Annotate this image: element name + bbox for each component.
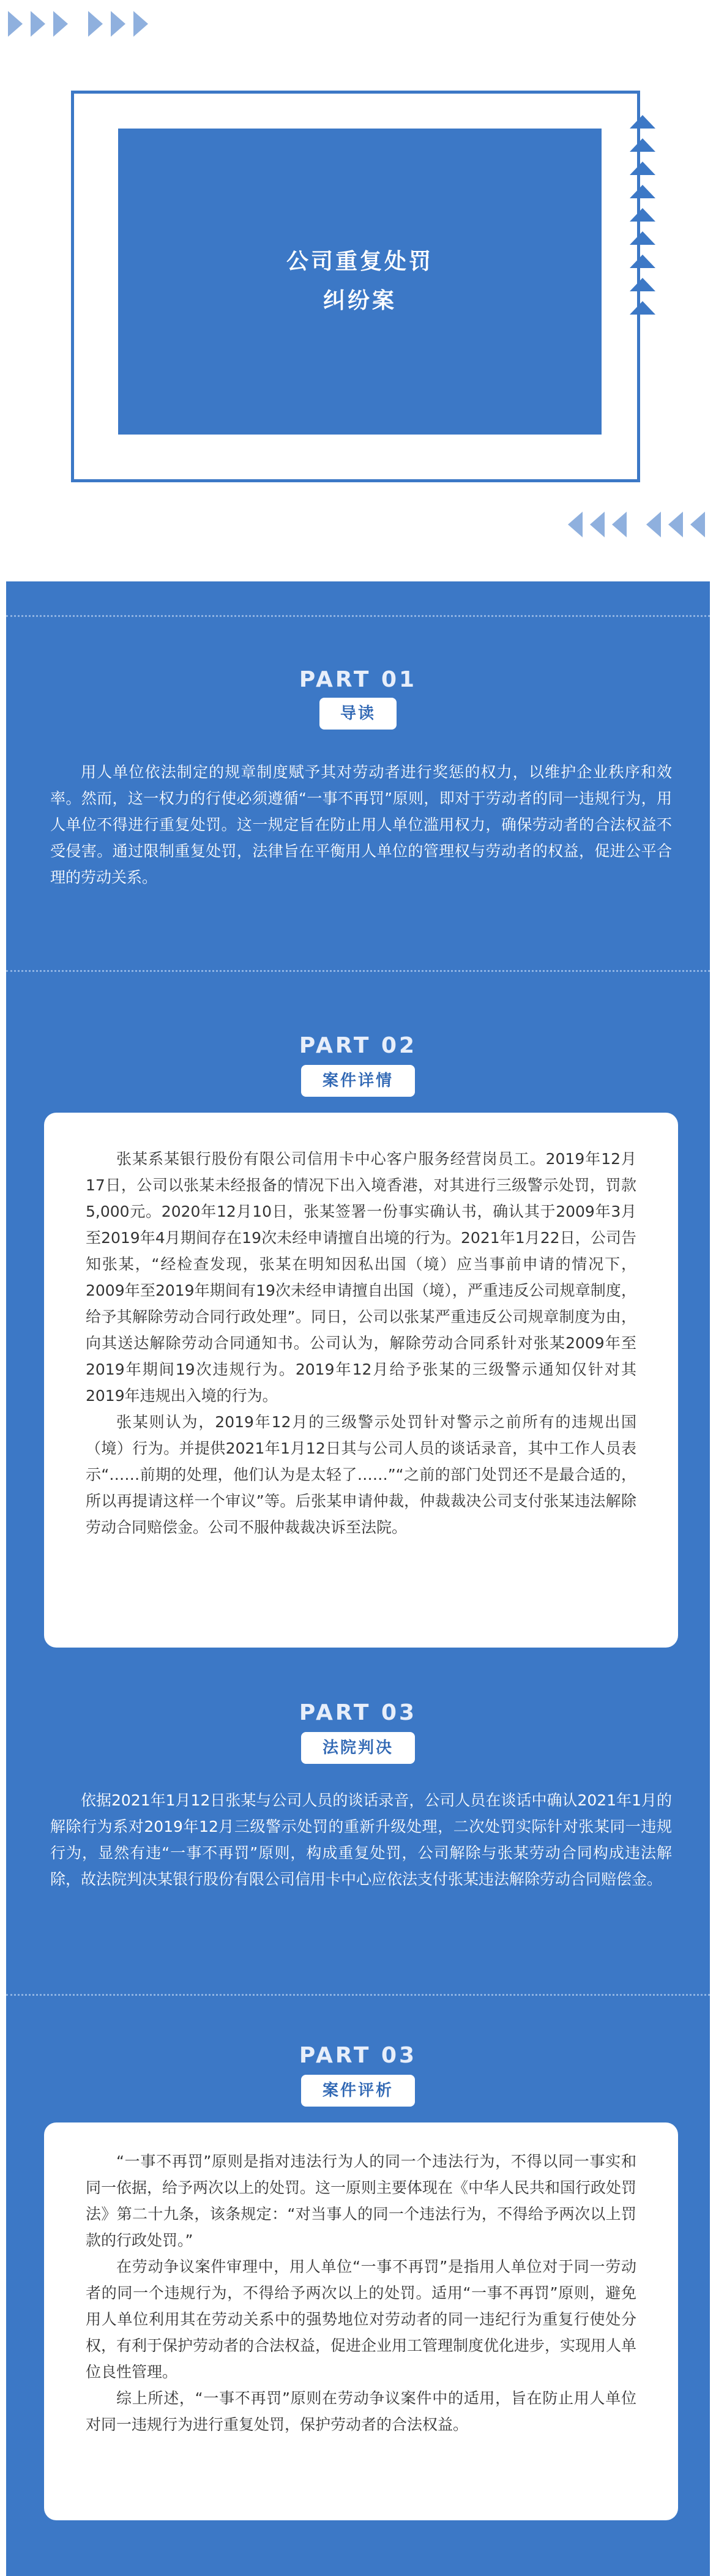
page-title-line2: 纠纷案 xyxy=(323,288,397,313)
arrow-up-icon xyxy=(630,185,655,198)
title-block xyxy=(118,129,602,435)
arrow-up-icon xyxy=(630,231,655,245)
section-intro-text xyxy=(50,759,672,890)
court-judgment-text xyxy=(50,1787,672,1892)
case-details-card xyxy=(44,1113,678,1648)
arrow-up-icon xyxy=(630,138,655,152)
arrow-right-icon xyxy=(8,11,23,37)
page-title-line1: 公司重复处罚 xyxy=(286,249,433,274)
arrow-left-icon xyxy=(668,512,683,537)
case-analysis-text xyxy=(86,2148,636,2438)
section-label: 案件评析 xyxy=(301,2075,415,2107)
arrow-up-icon xyxy=(630,162,655,175)
arrow-right-icon xyxy=(88,11,103,37)
paragraph: 张某则认为，2019年12月的三级警示处罚针对警示之前所有的违规出国（境）行为。并提供2021年1月12日其与公司人员的谈话录音，其中工作人员表示“……前期的处理，他们认为是太轻了……”“之前的部门处罚还不是最合适的，所以再提请这样一个审议”等。后张某申请仲裁，仲裁裁决公司支付张某违法解除劳动合同赔偿金。公司不服仲裁裁决诉至法院。 xyxy=(86,1413,636,1536)
section-divider xyxy=(6,1994,710,1996)
paragraph: 依据2021年1月12日张某与公司人员的谈话录音，公司人员在谈话中确认2021年1月的解除行为系对2019年12月三级警示处罚的重新升级处理，二次处罚实际针对张某同一违规行为，显然有违“一事不再罚”原则，构成重复处罚，公司解除与张某劳动合同构成违法解除，故法院判决某银行股份有限公司信用卡中心应依法支付张某违法解除劳动合同赔偿金。 xyxy=(50,1791,672,1888)
arrow-up-icon xyxy=(630,115,655,129)
arrow-right-icon xyxy=(111,11,125,37)
arrow-up-icon xyxy=(630,255,655,268)
arrow-left-icon xyxy=(612,512,627,537)
section-label: 法院判决 xyxy=(301,1732,415,1764)
section-label: 案件详情 xyxy=(301,1065,415,1097)
paragraph: 张某系某银行股份有限公司信用卡中心客户服务经营岗员工。2019年12月17日，公司以张某未经报备的情况下出入境香港，对其进行三级警示处罚，罚款5,000元。2020年12月10日，张某签署一份事实确认书，确认其于2009年3月至2019年4月期间存在19次未经申请擅自出境的行为。2021年1月22日，公司告知张某，“经检查发现，张某在明知因私出国（境）应当事前申请的情况下，2009年至2019年期间有19次未经申请擅自出国（境），严重违反公司规章制度，给予其解除劳动合同行政处理”。同日，公司以张某严重违反公司规章制度为由，向其送达解除劳动合同通知书。公司认为，解除劳动合同系针对张某2009年至2019年期间19次违规行为。2019年12月给予张某的三级警示通知仅针对其2019年违规出入境的行为。 xyxy=(86,1150,636,1405)
section-divider xyxy=(6,615,710,617)
section-part-number: PART 03 xyxy=(299,1700,417,1725)
arrow-up-icon xyxy=(630,301,655,315)
section-part-number: PART 01 xyxy=(299,667,417,692)
section-part-number: PART 02 xyxy=(299,1033,417,1058)
arrow-right-icon xyxy=(133,11,148,37)
paragraph: “一事不再罚”原则是指对违法行为人的同一个违法行为，不得以同一事实和同一依据，给予两次以上的处罚。这一原则主要体现在《中华人民共和国行政处罚法》第二十九条，该条规定：“对当事人的同一个违法行为，不得给予两次以上罚款的行政处罚。” xyxy=(86,2152,637,2249)
arrow-up-icon xyxy=(630,278,655,291)
arrow-left-icon xyxy=(690,512,705,537)
paragraph: 在劳动争议案件审理中，用人单位“一事不再罚”是指用人单位对于同一劳动者的同一个违规行为，不得给予两次以上的处罚。适用“一事不再罚”原则，避免用人单位利用其在劳动关系中的强势地位对劳动者的同一违纪行为重复行使处分权，有利于保护劳动者的合法权益，促进企业用工管理制度优化进步，实现用人单位良性管理。 xyxy=(86,2258,637,2381)
section-divider xyxy=(6,970,710,972)
case-analysis-card xyxy=(44,2122,678,2520)
section-part-number: PART 03 xyxy=(299,2043,417,2068)
arrow-left-icon xyxy=(590,512,605,537)
arrow-left-icon xyxy=(568,512,583,537)
paragraph: 用人单位依法制定的规章制度赋予其对劳动者进行奖惩的权力，以维护企业秩序和效率。然而，这一权力的行使必须遵循“一事不再罚”原则，即对于劳动者的同一违规行为，用人单位不得进行重复处罚。这一规定旨在防止用人单位滥用权力，确保劳动者的合法权益不受侵害。通过限制重复处罚，法律旨在平衡用人单位的管理权与劳动者的权益，促进公平合理的劳动关系。 xyxy=(50,763,672,886)
arrow-up-icon xyxy=(630,208,655,222)
arrow-right-icon xyxy=(53,11,68,37)
paragraph: 综上所述，“一事不再罚”原则在劳动争议案件中的适用，旨在防止用人单位对同一违规行为进行重复处罚，保护劳动者的合法权益。 xyxy=(86,2389,636,2433)
arrow-right-icon xyxy=(31,11,45,37)
case-details-text xyxy=(86,1146,636,1540)
section-label: 导读 xyxy=(319,698,397,730)
arrow-left-icon xyxy=(646,512,661,537)
